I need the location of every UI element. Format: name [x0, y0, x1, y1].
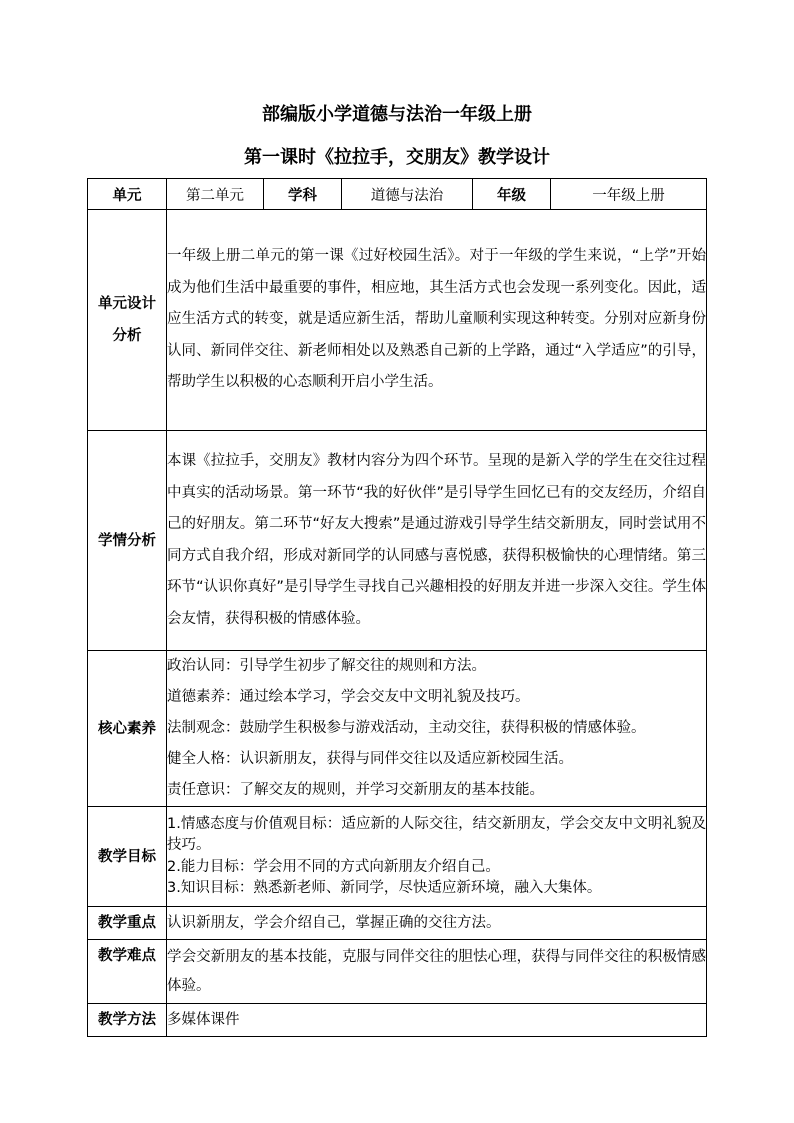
teaching-goals-label: 教学目标	[88, 807, 167, 907]
core-literacy-item: 政治认同：引导学生初步了解交往的规则和方法。	[167, 658, 486, 674]
subject-label: 学科	[264, 179, 342, 210]
lesson-plan-table	[87, 178, 707, 1037]
learner-analysis-row	[88, 431, 707, 651]
lesson-title: 第一课时《拉拉手，交朋友》教学设计	[244, 147, 550, 168]
teaching-goals-list	[167, 807, 707, 907]
teaching-goal-item: 1.情感态度与价值观目标：适应新的人际交往，结交新朋友，学会交友中文明礼貌及技巧。	[167, 815, 706, 853]
document-title: 部编版小学道德与法治一年级上册	[262, 104, 532, 125]
core-literacy-item: 道德素养：通过绘本学习，学会交友中文明礼貌及技巧。	[167, 689, 530, 705]
core-literacy-item: 责任意识：了解交友的规则，并学习交新朋友的基本技能。	[167, 782, 544, 798]
learner-analysis-label: 学情分析	[88, 431, 167, 651]
core-literacy-item: 健全人格：认识新朋友，获得与同伴交往以及适应新校园生活。	[167, 751, 573, 767]
unit-analysis-label	[88, 210, 167, 431]
core-literacy-row	[88, 651, 707, 807]
subject-value: 道德与法治	[342, 179, 473, 210]
core-literacy-list	[167, 651, 707, 807]
unit-analysis-row	[88, 210, 707, 431]
unit-analysis-text: 一年级上册二单元的第一课《过好校园生活》。对于一年级的学生来说，“上学”开始成为他们生活中最重要的事件，相应地，其生活方式也会发现一系列变化。因此，适应生活方式的转变，就是适应新生活，帮助儿童顺利实现这种转变。分别对应新身份认同、新同伴交往、新老师相处以及熟悉自己新的上学路，通过“入学适应”的引导，帮助学生以积极的心态顺利开启小学生活。	[167, 210, 707, 431]
core-literacy-item: 法制观念：鼓励学生积极参与游戏活动，主动交往，获得积极的情感体验。	[167, 720, 646, 736]
difficulties-text: 学会交新朋友的基本技能，克服与同伴交往的胆怯心理，获得与同伴交往的积极情感体验。	[167, 940, 707, 1004]
unit-label: 单元	[88, 179, 167, 210]
teaching-goal-item: 2.能力目标：学会用不同的方式向新朋友介绍自己。	[167, 858, 500, 875]
unit-value: 第二单元	[167, 179, 264, 210]
unit-analysis-label-line1: 单元设计	[98, 296, 156, 312]
unit-analysis-label-line2: 分析	[112, 328, 142, 344]
info-row	[88, 179, 707, 210]
difficulties-row	[88, 940, 707, 1004]
grade-label: 年级	[473, 179, 551, 210]
core-literacy-label: 核心素养	[88, 651, 167, 807]
learner-analysis-text: 本课《拉拉手，交朋友》教材内容分为四个环节。呈现的是新入学的学生在交往过程中真实的活动场景。第一环节“我的好伙伴”是引导学生回忆已有的交友经历，介绍自己的好朋友。第二环节“好友大搜索”是通过游戏引导学生结交新朋友，同时尝试用不同方式自我介绍，形成对新同学的认同感与喜悦感，获得积极愉快的心理情绪。第三环节“认识你真好”是引导学生寻找自己兴趣相投的好朋友并进一步深入交往。学生体会友情，获得积极的情感体验。	[167, 431, 707, 651]
teaching-goals-row	[88, 807, 707, 907]
key-points-row	[88, 907, 707, 940]
grade-value: 一年级上册	[551, 179, 707, 210]
teaching-goal-item: 3.知识目标：熟悉新老师、新同学，尽快适应新环境，融入大集体。	[167, 880, 602, 896]
methods-label: 教学方法	[88, 1004, 167, 1037]
difficulties-label: 教学难点	[88, 940, 167, 1004]
key-points-label: 教学重点	[88, 907, 167, 940]
key-points-text: 认识新朋友，学会介绍自己，掌握正确的交往方法。	[167, 907, 707, 940]
methods-text: 多媒体课件	[167, 1004, 707, 1037]
methods-row	[88, 1004, 707, 1037]
